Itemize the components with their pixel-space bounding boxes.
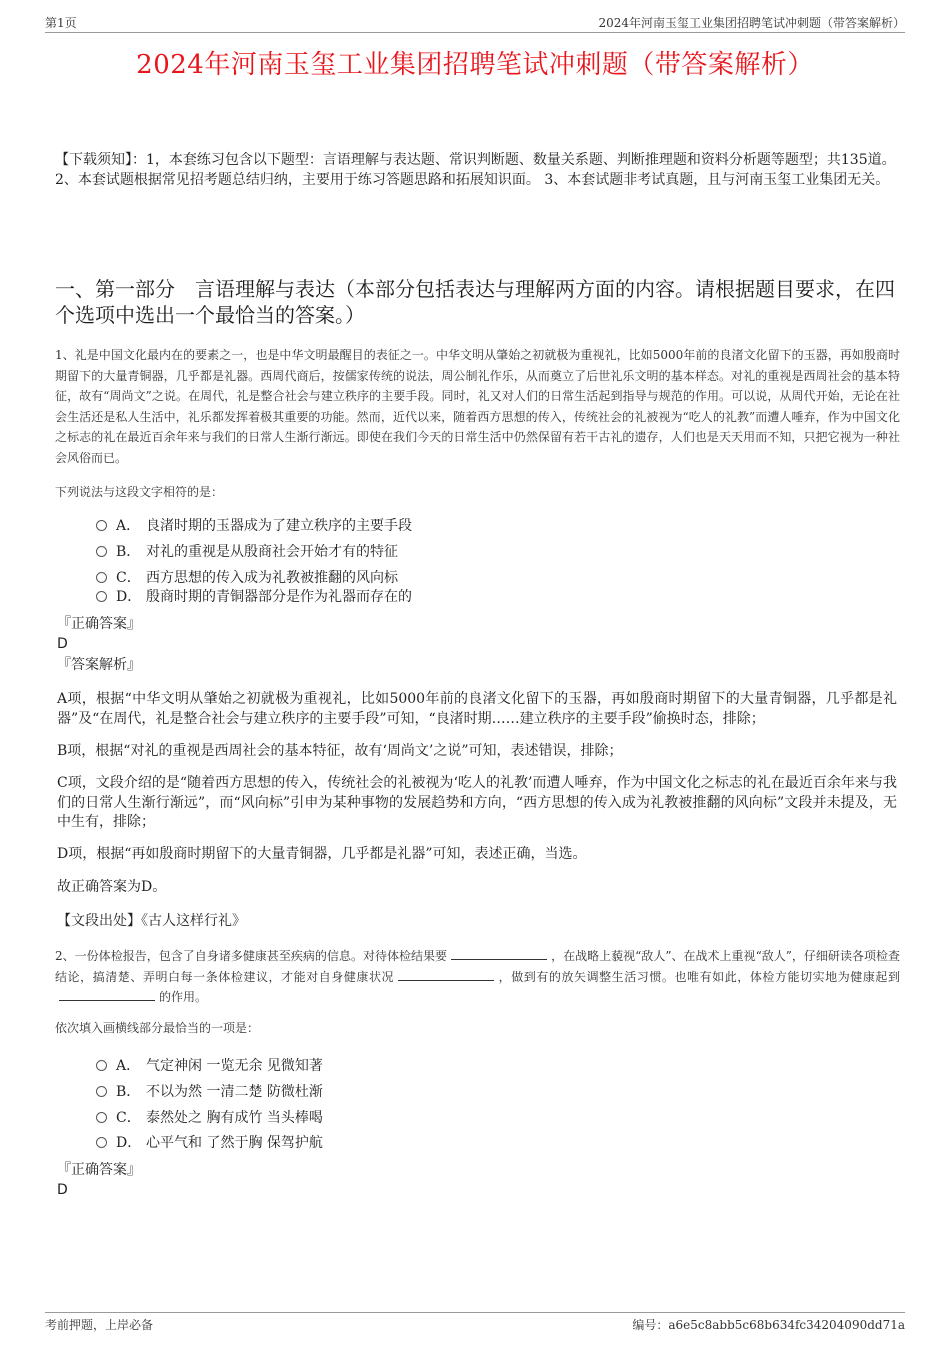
option-letter: A． xyxy=(116,518,141,534)
radio-icon[interactable] xyxy=(96,520,107,531)
q1-analysis-d: D项，根据“再如殷商时期留下的大量青铜器，几乎都是礼器”可知，表述正确，当选。 xyxy=(57,846,587,862)
header-doc-title: 2024年河南玉玺工业集团招聘笔试冲刺题（带答案解析） xyxy=(598,16,905,30)
q2-option-a[interactable] xyxy=(96,1054,323,1078)
option-text: 气定神闲 一览无余 见微知著 xyxy=(146,1058,323,1074)
q1-analysis-label: 『答案解析』 xyxy=(57,657,141,673)
option-letter: D． xyxy=(116,1135,142,1151)
radio-icon[interactable] xyxy=(96,572,107,583)
q1-analysis-a: A项，根据“中华文明从肇始之初就极为重视礼，比如5000年前的良渚文化留下的玉器，再如殷商时期留下的大量青铜器，几乎都是礼器”及“在周代，礼是整合社会与建立秩序的主要手段”可知，“良渚时期……建立秩序的主要手段”偷换时态，排除； xyxy=(57,691,897,727)
option-letter: C． xyxy=(116,1110,141,1126)
footer-serial: 编号：a6e5c8abb5c68b634fc34204090dd71a xyxy=(632,1318,905,1332)
question-2-prompt: 依次填入画横线部分最恰当的一项是： xyxy=(55,1021,260,1035)
footer-slogan: 考前押题，上岸必备 xyxy=(45,1318,154,1332)
option-text: 西方思想的传入成为礼教被推翻的风向标 xyxy=(146,570,398,586)
page-header xyxy=(45,12,905,33)
question-2-text xyxy=(55,946,900,1008)
q1-option-d[interactable] xyxy=(96,585,412,609)
q2-text-part-3: ，做到有的放矢调整生活习惯。也唯有如此，体检方能切实地为健康起到 xyxy=(498,969,900,984)
fill-blank-1 xyxy=(451,948,547,960)
option-text: 对礼的重视是从殷商社会开始才有的特征 xyxy=(146,544,398,560)
q1-option-a[interactable] xyxy=(96,514,412,538)
fill-blank-3 xyxy=(59,989,155,1001)
q2-answer: D xyxy=(57,1182,68,1198)
q1-analysis-b: B项，根据“对礼的重视是西周社会的基本特征，故有‘周尚文’之说”可知，表述错误，排除； xyxy=(57,743,623,759)
q1-answer: D xyxy=(57,636,68,652)
q2-text-part-1: 2、一份体检报告，包含了自身诸多健康甚至疾病的信息。对待体检结果要 xyxy=(55,949,448,963)
option-letter: B． xyxy=(116,544,141,560)
q1-option-b[interactable] xyxy=(96,540,398,564)
q2-option-b[interactable] xyxy=(96,1080,323,1104)
q2-option-d[interactable] xyxy=(96,1131,323,1155)
page-footer xyxy=(45,1312,905,1335)
q2-text-part-4: 的作用。 xyxy=(159,990,208,1004)
q1-analysis-c: C项，文段介绍的是“随着西方思想的传入，传统社会的礼被视为‘吃人的礼教’而遭人唾弃，作为中国文化之标志的礼在最近百余年来与我们的日常人生渐行渐远”，而“风向标”引申为某种事物的发展趋势和方向，“西方思想的传入成为礼教被推翻的风向标”文段并未提及，无中生有，排除； xyxy=(57,775,897,830)
option-letter: B． xyxy=(116,1084,141,1100)
radio-icon[interactable] xyxy=(96,1086,107,1097)
radio-icon[interactable] xyxy=(96,1112,107,1123)
option-text: 泰然处之 胸有成竹 当头棒喝 xyxy=(146,1110,323,1126)
option-text: 良渚时期的玉器成为了建立秩序的主要手段 xyxy=(146,518,412,534)
radio-icon[interactable] xyxy=(96,1060,107,1071)
q1-conclusion: 故正确答案为D。 xyxy=(57,879,167,895)
q2-option-c[interactable] xyxy=(96,1106,323,1130)
question-1-text: 1、礼是中国文化最内在的要素之一，也是中华文明最醒目的表征之一。中华文明从肇始之初就极为重视礼，比如5000年前的良渚文化留下的玉器，再如殷商时期留下的大量青铜器，几乎都是礼器。西周代商后，按儒家传统的说法，周公制礼作乐，从而奠立了后世礼乐文明的基本样态。对礼的重视是西周社会的基本特征，故有“周尚文”之说。在周代，礼是整合社会与建立秩序的主要手段。同时，礼又对人们的日常生活起到指导与规范的作用。可以说，从周代开始，无论在社会生活还是私人生活中，礼乐都发挥着极其重要的功能。然而，近代以来，随着西方思想的传入，传统社会的礼被视为“吃人的礼教”而遭人唾弃，作为中国文化之标志的礼在最近百余年来与我们的日常人生渐行渐远。即使在我们今天的日常生活中仍然保留有若干古礼的遗存，人们也是天天用而不知，只把它视为一种社会风俗而已。 xyxy=(55,348,900,465)
q2-answer-label: 『正确答案』 xyxy=(57,1162,141,1178)
option-text: 殷商时期的青铜器部分是作为礼器而存在的 xyxy=(146,589,412,605)
page-title: 2024年河南玉玺工业集团招聘笔试冲刺题（带答案解析） xyxy=(136,50,814,80)
download-notice: 【下载须知】：1，本套练习包含以下题型：言语理解与表达题、常识判断题、数量关系题、判断推理题和资料分析题等题型；共135道。 2、本套试题根据常见招考题总结归纳，主要用于练习答题思路和拓展知识面。 3、本套试题非考试真题，且与河南玉玺工业集团无关。 xyxy=(55,152,896,188)
option-letter: C． xyxy=(116,570,141,586)
option-letter: D． xyxy=(116,589,142,605)
fill-blank-2 xyxy=(398,969,494,981)
q2-text-part-2: ，在战略上藐视“敌人”、在战术上重视“敌人”，仔细研读各项检查结论，搞清楚、弄明白每一条体检建议，才能对自身健康状况 xyxy=(55,949,900,984)
radio-icon[interactable] xyxy=(96,546,107,557)
q1-source: 【文段出处】《古人这样行礼》 xyxy=(57,913,246,929)
radio-icon[interactable] xyxy=(96,591,107,602)
radio-icon[interactable] xyxy=(96,1137,107,1148)
option-text: 心平气和 了然于胸 保驾护航 xyxy=(146,1135,323,1151)
section-title: 一、第一部分 言语理解与表达（本部分包括表达与理解两方面的内容。请根据题目要求，在四个选项中选出一个最恰当的答案。） xyxy=(55,277,895,327)
option-text: 不以为然 一清二楚 防微杜渐 xyxy=(146,1084,323,1100)
page-number: 第1页 xyxy=(45,16,77,30)
q1-answer-label: 『正确答案』 xyxy=(57,616,141,632)
option-letter: A． xyxy=(116,1058,141,1074)
question-1-prompt: 下列说法与这段文字相符的是： xyxy=(55,485,224,499)
